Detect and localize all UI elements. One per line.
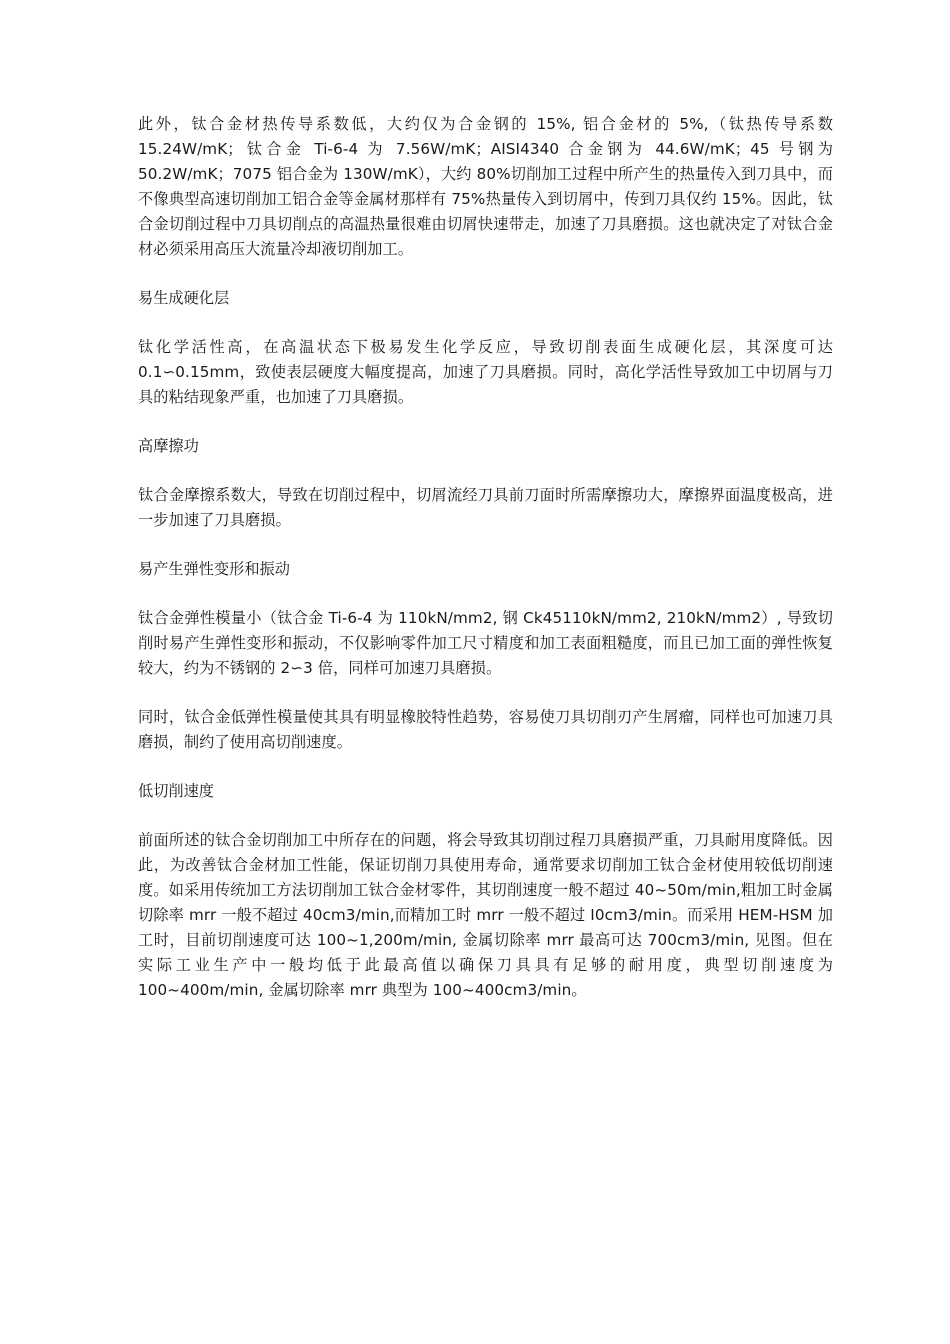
heading-friction-work: 高摩擦功 [138, 437, 199, 455]
heading-low-cutting-speed: 低切削速度 [138, 782, 214, 800]
paragraph-elastic-modulus: 钛合金弹性模量小（钛合金 Ti-6-4 为 110kN/mm2, 钢 Ck45110kN/mm2, 210kN/mm2）, 导致切削时易产生弹性变形和振动，不仅影响零件加工尺寸精度和加工表面粗糙度，而且已加工面的弹性恢复较大，约为不锈钢的 2∽3 倍，同样可加速刀具磨损。 [138, 609, 833, 677]
document-body [138, 112, 833, 1003]
paragraph-thermal-conductivity: 此外，钛合金材热传导系数低，大约仅为合金钢的 15%, 铝合金材的 5%,（钛热传导系数 15.24W/mK；钛合金 Ti-6-4 为 7.56W/mK；AISI4340 合金钢为 44.6W/mK；45 号钢为 50.2W/mK；7075 铝合金为 130W/mK），大约 80%切削加工过程中所产生的热量传入到刀具中，而不像典型高速切削加工铝合金等金属材那样有 75%热量传入到切屑中，传到刀具仅约 15%。因此，钛合金切削过程中刀具切削点的高温热量很难由切屑快速带走，加速了刀具磨损。这也就决定了对钛合金材必须采用高压大流量冷却液切削加工。 [138, 115, 833, 258]
paragraph-rubber-characteristic: 同时，钛合金低弹性模量使其具有明显橡胶特性趋势，容易使刀具切削刃产生屑瘤，同样也可加速刀具磨损，制约了使用高切削速度。 [138, 708, 833, 751]
heading-elastic-deformation: 易产生弹性变形和振动 [138, 560, 290, 578]
paragraph-low-cutting-speed: 前面所述的钛合金切削加工中所存在的问题，将会导致其切削过程刀具磨损严重，刀具耐用度降低。因此，为改善钛合金材加工性能，保证切削刀具使用寿命，通常要求切削加工钛合金材使用较低切削速度。如采用传统加工方法切削加工钛合金材零件，其切削速度一般不超过 40~50m/min,粗加工时金属切除率 mrr 一般不超过 40cm3/min,而精加工时 mrr 一般不超过 I0cm3/min。而采用 HEM-HSM 加工时，目前切削速度可达 100~1,200m/min, 金属切除率 mrr 最高可达 700cm3/min, 见图。但在实际工业生产中一般均低于此最高值以确保刀具具有足够的耐用度，典型切削速度为 100~400m/min, 金属切除率 mrr 典型为 100~400cm3/min。 [138, 831, 833, 999]
heading-hardened-layer: 易生成硬化层 [138, 289, 230, 307]
paragraph-hardened-layer: 钛化学活性高，在高温状态下极易发生化学反应，导致切削表面生成硬化层，其深度可达 0.1∽0.15mm，致使表层硬度大幅度提高，加速了刀具磨损。同时，高化学活性导致加工中切屑与刀具的粘结现象严重，也加速了刀具磨损。 [138, 338, 833, 406]
paragraph-friction-work: 钛合金摩擦系数大，导致在切削过程中，切屑流经刀具前刀面时所需摩擦功大，摩擦界面温度极高，进一步加速了刀具磨损。 [138, 486, 833, 529]
